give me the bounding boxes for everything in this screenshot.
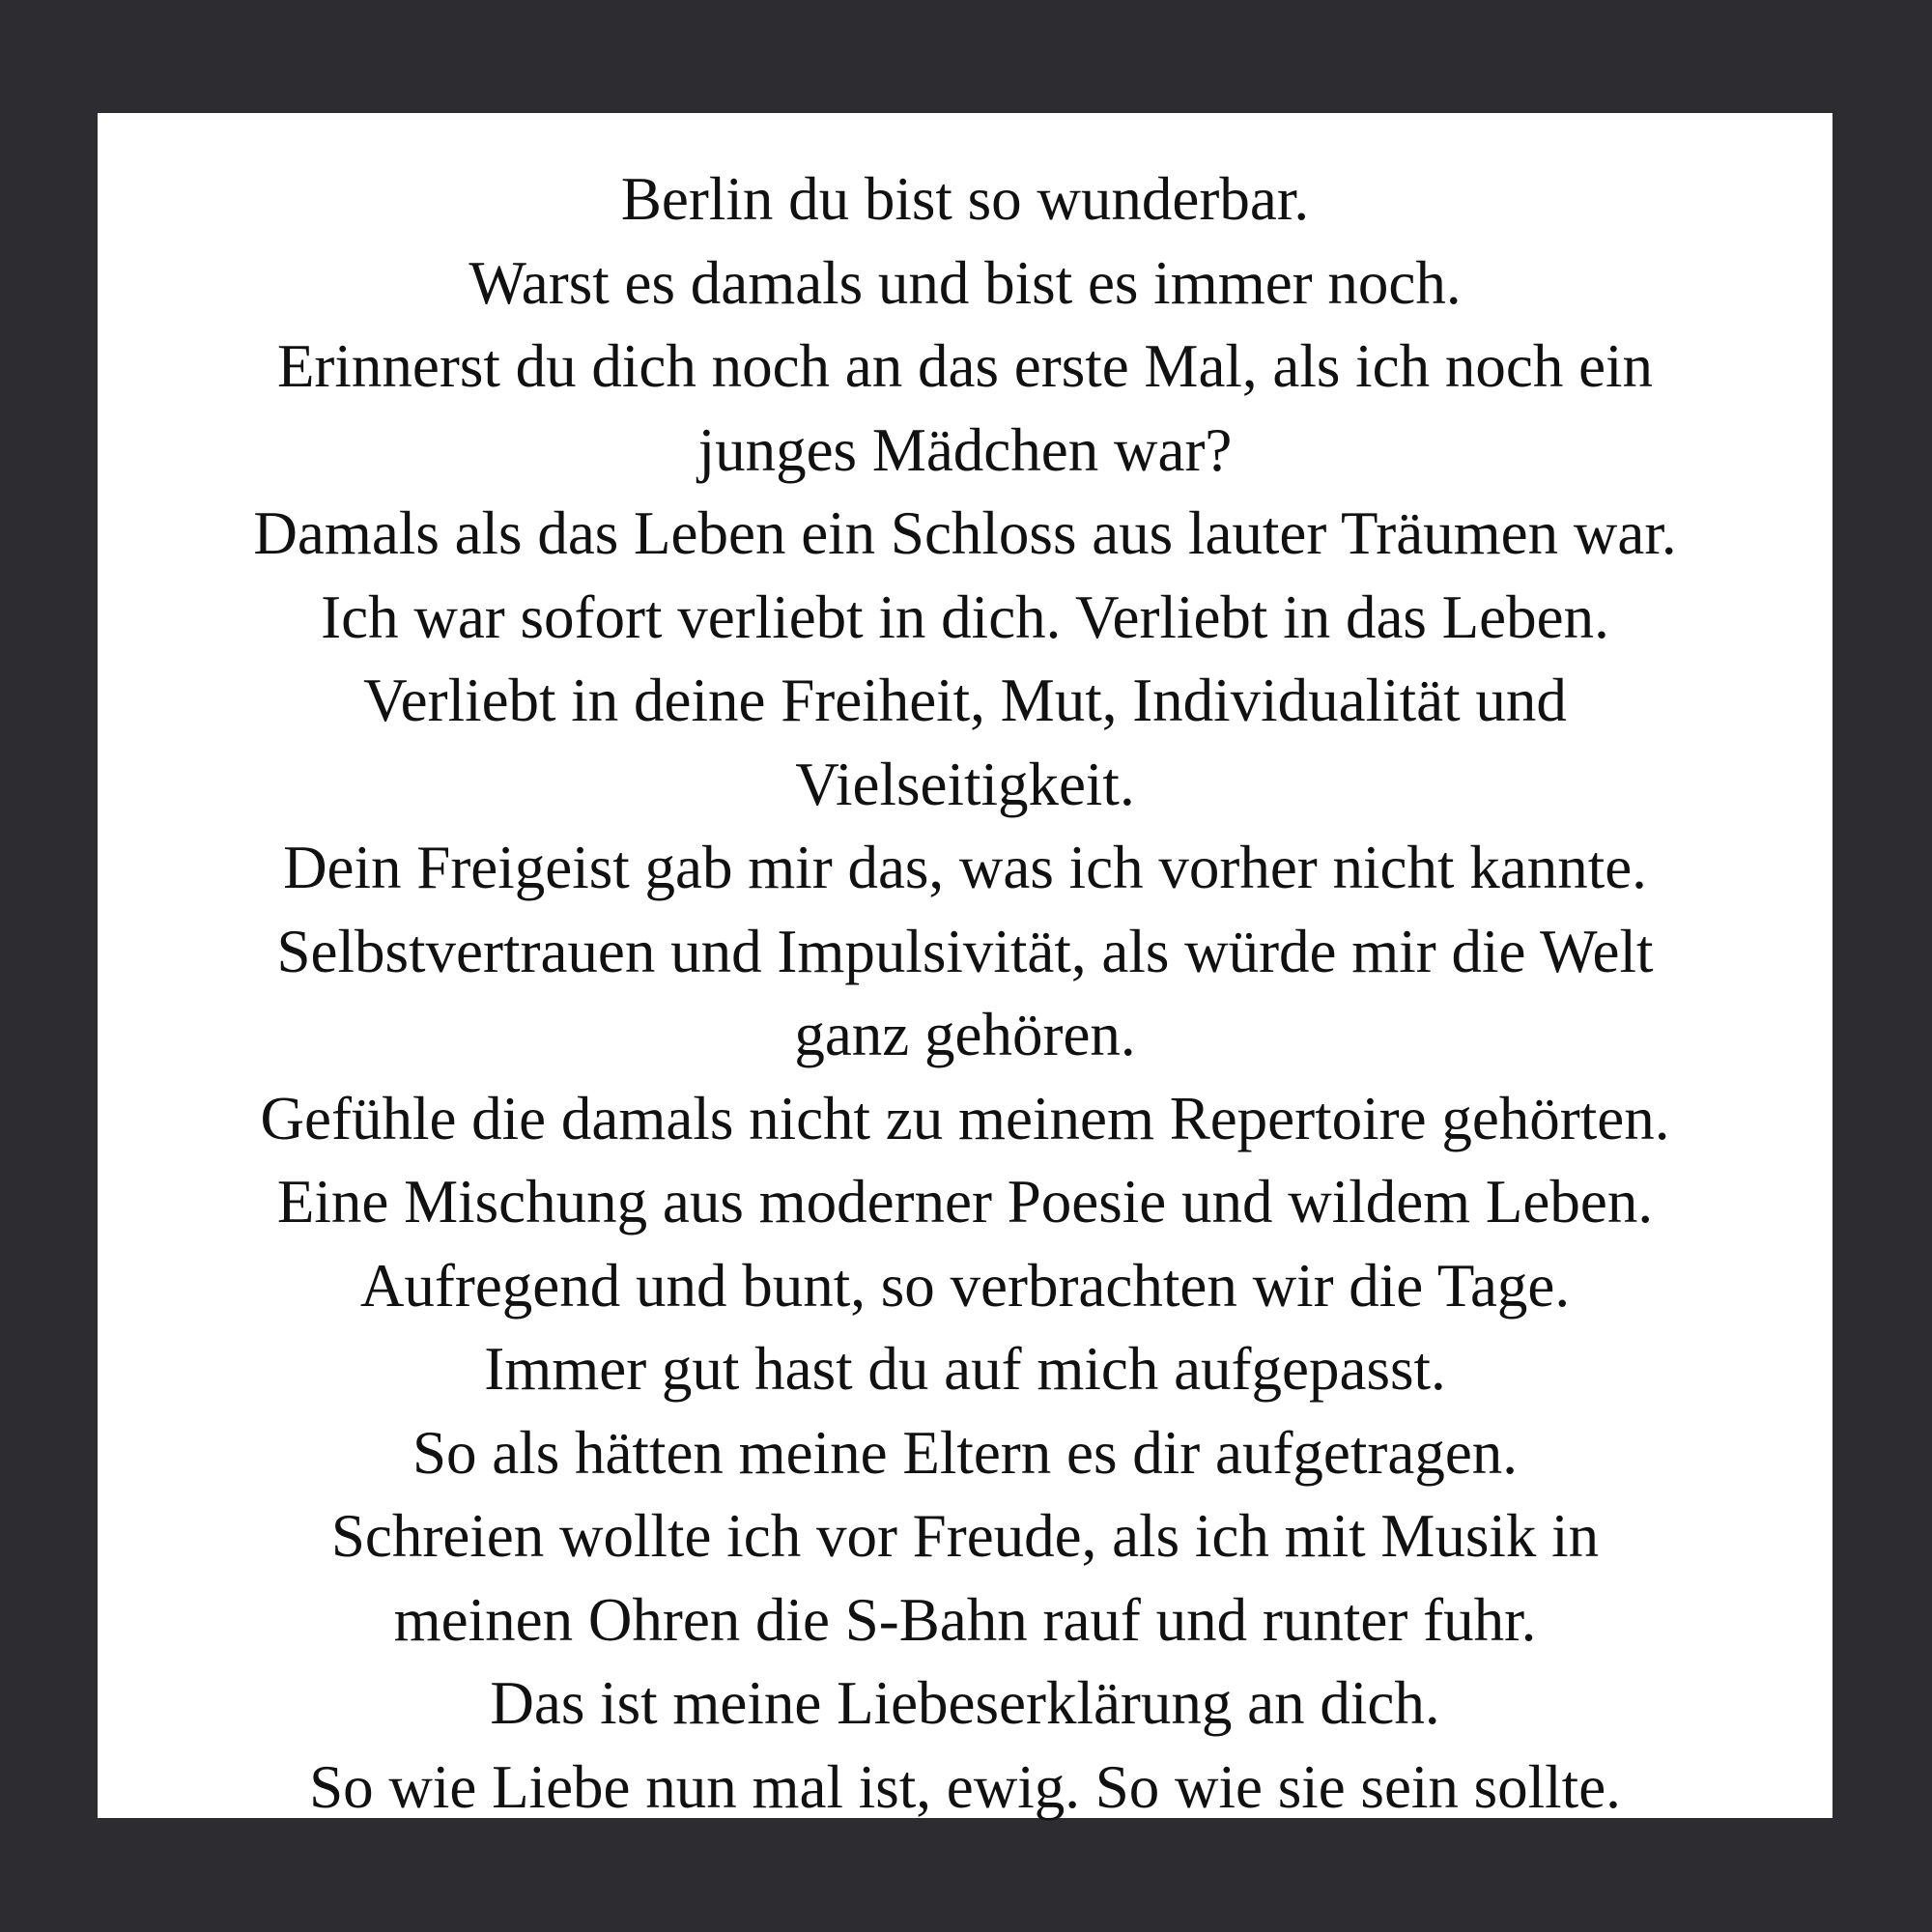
poem-line: Berlin du bist so wunderbar.	[620, 165, 1310, 233]
poem-line: Aufregend und bunt, so verbrachten wir die Tage.	[359, 1251, 1571, 1320]
poem-line: Vielseitigkeit.	[795, 750, 1135, 818]
poem-line: junges Mädchen war?	[697, 415, 1233, 484]
poem-line: Gefühle die damals nicht zu meinem Repertoire gehörten.	[260, 1084, 1670, 1152]
poem-line: ganz gehören.	[794, 1001, 1136, 1068]
poem-line: Dein Freigeist gab mir das, was ich vorher nicht kannte.	[283, 834, 1647, 901]
poem-line: Damals als das Leben ein Schloss aus lauter Träumen war.	[253, 499, 1677, 567]
poem-line: Ich war sofort verliebt in dich. Verliebt in das Leben.	[321, 582, 1609, 651]
poem-line: So wie Liebe nun mal ist, ewig. So wie sie sein sollte.	[309, 1752, 1621, 1821]
poem-line: Schreien wollte ich vor Freude, als ich mit Musik in	[330, 1502, 1600, 1570]
poem-card	[98, 113, 1833, 1821]
poem-line: Erinnerst du dich noch an das erste Mal, als ich noch ein	[276, 332, 1654, 400]
poem-line: Das ist meine Liebeserklärung an dich.	[490, 1669, 1440, 1737]
poem-line: Immer gut hast du auf mich aufgepasst.	[484, 1335, 1446, 1403]
poem-line: So als hätten meine Eltern es dir aufgetragen.	[412, 1418, 1519, 1487]
poem-line: Eine Mischung aus moderner Poesie und wildem Leben.	[276, 1168, 1654, 1236]
poem-line: meinen Ohren die S-Bahn rauf und runter fuhr.	[393, 1585, 1537, 1654]
poem-line: Warst es damals und bist es immer noch.	[469, 248, 1462, 317]
poem-line: Verliebt in deine Freiheit, Mut, Individualität und	[363, 667, 1567, 734]
poem-text	[98, 157, 1833, 1829]
poem-line: Selbstvertrauen und Impulsivität, als würde mir die Welt	[276, 917, 1654, 985]
